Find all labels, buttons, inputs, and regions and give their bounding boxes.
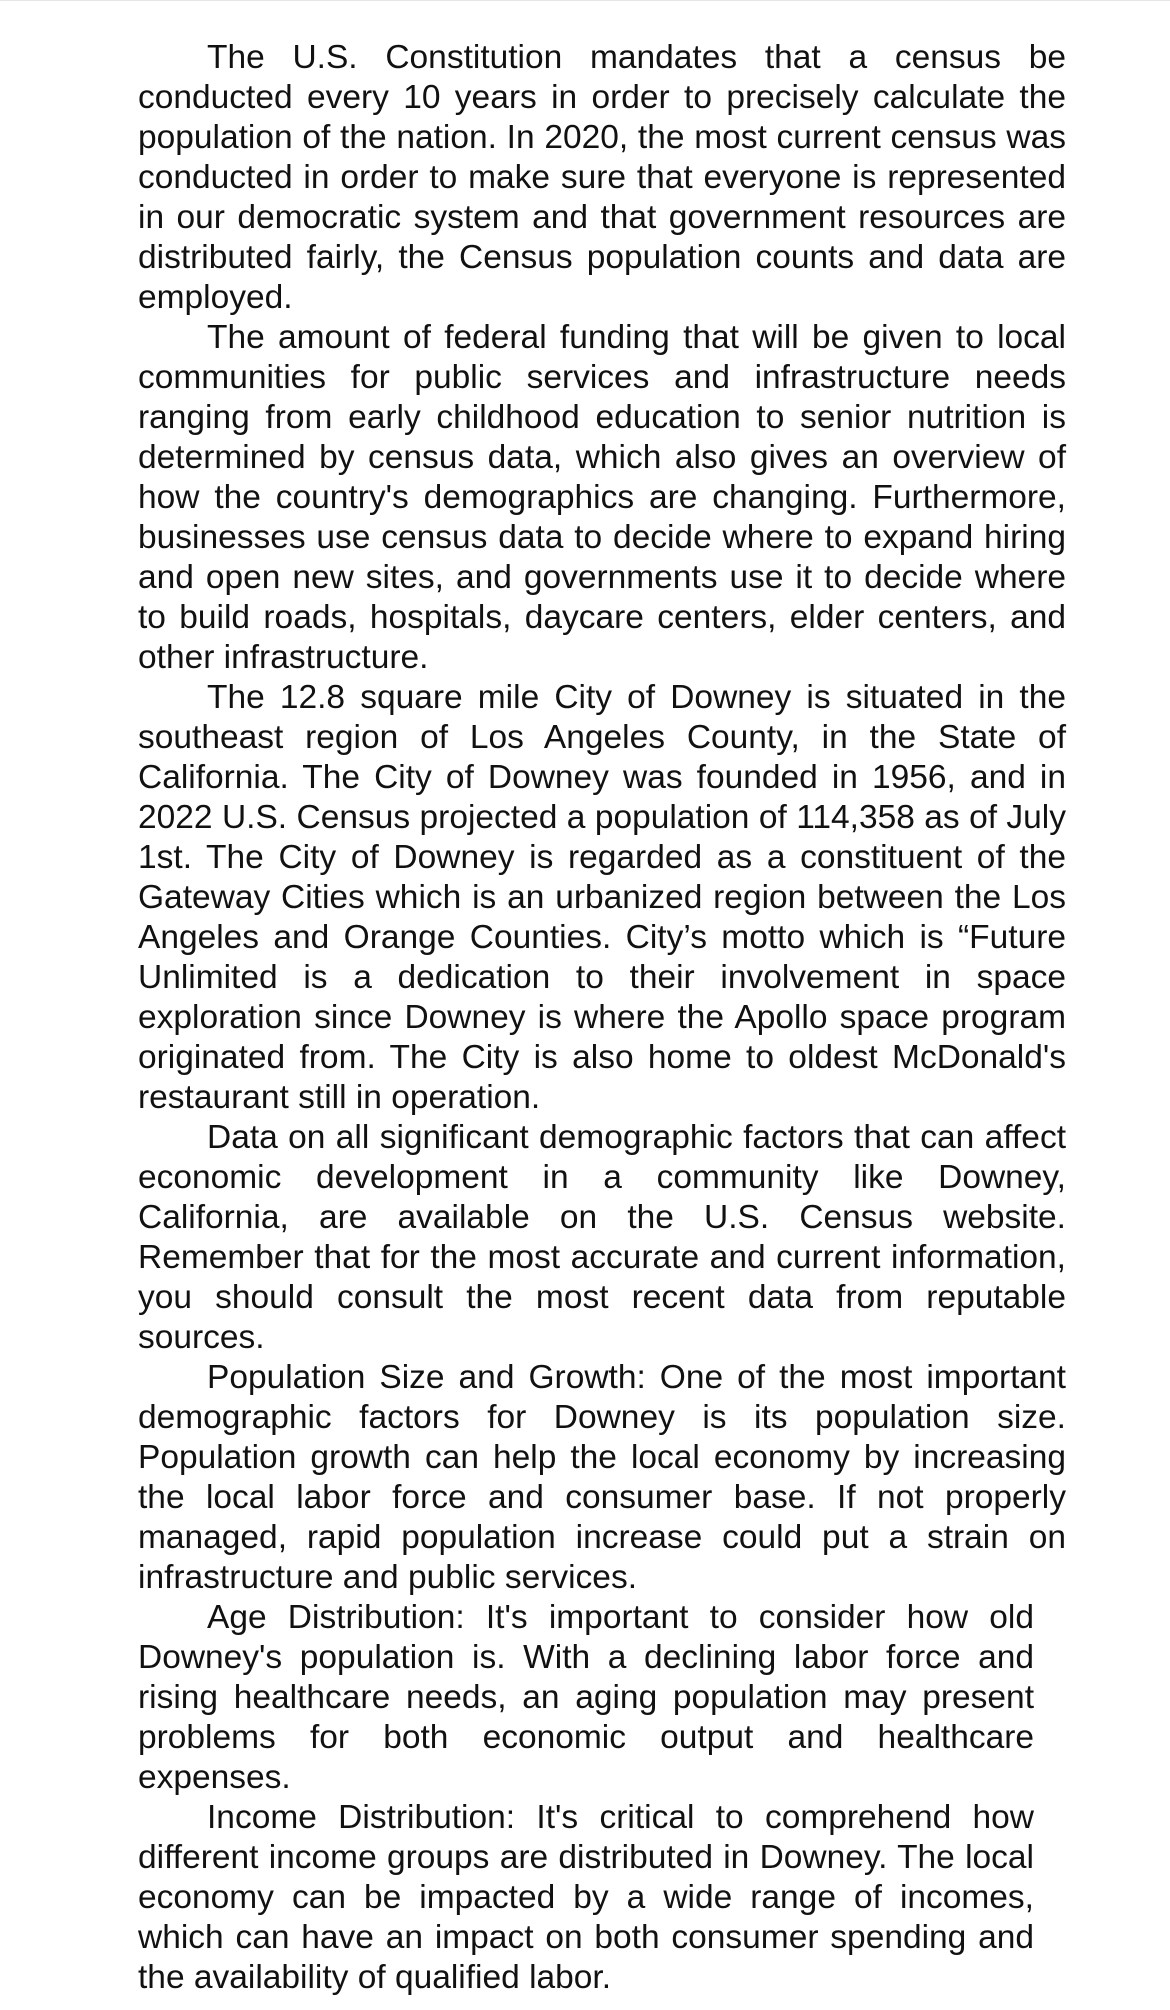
paragraph-federal-funding: The amount of federal funding that will be given to local communities for public services and infrastructure needs ranging from early childhood education to senior nutrition is determined by census data, which also gives an overview of how the country's demographics are changing. Furthermore, businesses use census data to decide where to expand hiring and open new sites, and governments use it to decide where to build roads, hospitals, daycare centers, elder centers, and other infrastructure. <box>138 319 1066 676</box>
paragraph-population-size: Population Size and Growth: One of the most important demographic factors for Downey is its population size. Population growth can help the local economy by increasing the local labor force and consumer base. If not properly managed, rapid population increase could put a strain on infrastructure and public services. <box>138 1359 1066 1596</box>
paragraph-city-of-downey: The 12.8 square mile City of Downey is situated in the southeast region of Los Angeles County, in the State of California. The City of Downey was founded in 1956, and in 2022 U.S. Census projected a population of 114,358 as of July 1st. The City of Downey is regarded as a constituent of the Gateway Cities which is an urbanized region between the Los Angeles and Orange Counties. City’s motto which is “Future Unlimited is a dedication to their involvement in space exploration since Downey is where the Apollo space program originated from. The City is also home to oldest McDonald's restaurant still in operation. <box>138 679 1066 1116</box>
top-divider <box>0 0 1170 1</box>
document-body <box>138 38 1066 1998</box>
paragraph-income-distribution: Income Distribution: It's critical to comprehend how different income groups are distributed in Downey. The local economy can be impacted by a wide range of incomes, which can have an impact on both consumer spending and the availability of qualified labor. <box>138 1799 1034 1996</box>
paragraph-age-distribution: Age Distribution: It's important to consider how old Downey's population is. With a declining labor force and rising healthcare needs, an aging population may present problems for both economic output and healthcare expenses. <box>138 1599 1034 1796</box>
paragraph-census-mandate: The U.S. Constitution mandates that a census be conducted every 10 years in order to precisely calculate the population of the nation. In 2020, the most current census was conducted in order to make sure that everyone is represented in our democratic system and that government resources are distributed fairly, the Census population counts and data are employed. <box>138 39 1066 316</box>
paragraph-census-data: Data on all significant demographic factors that can affect economic development in a community like Downey, California, are available on the U.S. Census website. Remember that for the most accurate and current information, you should consult the most recent data from reputable sources. <box>138 1119 1066 1356</box>
